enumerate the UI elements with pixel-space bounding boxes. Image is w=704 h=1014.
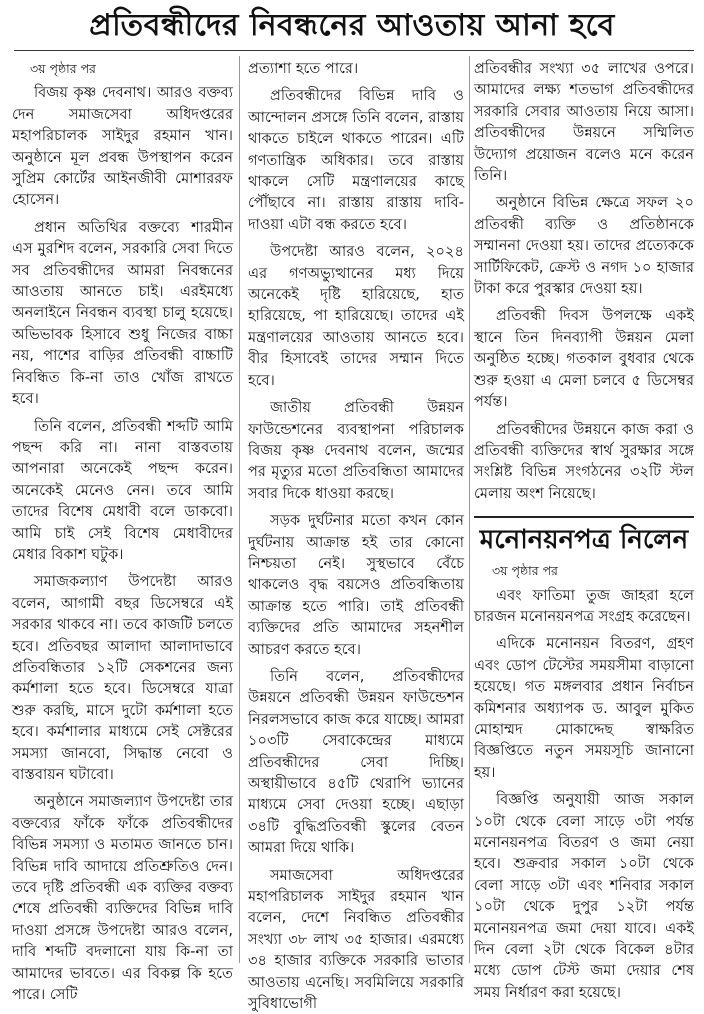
continuation-label: ৩য় পৃষ্ঠার পর (30, 61, 96, 76)
paragraph: এদিকে মনোনয়ন বিতরণ, গ্রহণ এবং ডোপ টেস্টের সময়সীমা বাড়ানো হয়েছে। গত মঙ্গলবার প্রধান নির্বাচন কমিশনার অধ্যাপক ড. আবুল মুকিত মোহাম্মদ মোকাদ্দেছ স্বাক্ষরিত বিজ্ঞপ্তিতে নতুন সময়সূচি জানানো হয়। (474, 635, 694, 781)
paragraph: বিজ্ঞপ্তি অনুযায়ী আজ সকাল ১০টা থেকে বেলা সাড়ে ৩টা পর্যন্ত মনোনয়নপত্র বিতরণ ও জমা নেয়া হবে। শুক্রবার সকাল ১০টা থেকে বেলা সাড়ে ৩টা এবং শনিবার সকাল ১০টা থেকে দুপুর ১২টা পর্যন্ত মনোনয়নপত্র জমা দেয়া যাবে। একই দিন বেলা ২টা থেকে বিকেল ৪টার মধ্যে ডোপ টেস্ট জমা দেয়ার শেষ সময় নির্ধারণ করা হয়েছে। (474, 791, 694, 1001)
paragraph: উপদেষ্টা আরও বলেন, ২০২৪ এর গণঅভ্যুত্থানের মধ্য দিয়ে অনেকেই দৃষ্টি হারিয়েছে, হাত হারিয়েছে, পা হারিয়েছে। তাদের এই মন্ত্রণালয়ের আওতায় আনতে হবে। বীর হিসাবেই তাদের সম্মান দিতে হবে। (248, 243, 464, 389)
paragraph: প্রতিবন্ধীদের বিভিন্ন দাবি ও আন্দোলন প্রসঙ্গে তিনি বলেন, রাস্তায় থাকতে চাইলে থাকতে পারেন। এটি গণতান্ত্রিক অধিকার। তবে রাস্তায় থাকলে সেটি মন্ত্রণালয়ের কাছে পৌঁছাবে না। রাস্তায় রাস্তায় দাবি-দাওয়া এটা বন্ধ করতে হবে। (248, 87, 464, 233)
article-column-3 (474, 58, 694, 1001)
paragraph: সমাজসেবা অধিদপ্তরের মহাপরিচালক সাইদুর রহমান খান বলেন, দেশে নিবন্ধিত প্রতিবন্ধীর সংখ্যা ৩৮ লাখ ৩৫ হাজার। এরমধ্যে ৩৪ হাজার ব্যক্তিকে সরকারি ভাতার আওতায় এনেছি। সবমিলিয়ে সরকারি সুবিধাভোগী (248, 866, 464, 1013)
headline-rule (14, 50, 694, 51)
column-divider (469, 56, 470, 963)
secondary-article (474, 516, 694, 1003)
paragraph: প্রতিবন্ধীর সংখ্যা ৩৫ লাখের ওপরে। আমাদের লক্ষ্য শতভাগ প্রতিবন্ধীদের সরকারি সেবার আওতায় নিয়ে আসা। প্রতিবন্ধীদের উন্নয়নে সম্মিলিত উদ্যোগ প্রয়োজন বলেও মনে করেন তিনি। (474, 60, 694, 185)
paragraph: তিনি বলেন, প্রতিবন্ধী শব্দটি আমি পছন্দ করি না। নানা বাস্তবতায় আপনারা অনেকেই পছন্দ করেন। অনেকেই মেনেও নেন। তবে আমি তাদের বিশেষ মেধাবী বলে ডাকবো। আমি চাই সেই বিশেষ মেধাবীদের মেধার বিকাশ ঘটুক। (12, 417, 233, 563)
headline: প্রতিবন্ধীদের নিবন্ধনের আওতায় আনা হবে (89, 8, 615, 43)
paragraph: সমাজকল্যাণ উপদেষ্টা আরও বলেন, আগামী বছর ডিসেম্বরে এই সরকার থাকবে না। তবে কাজটি চলতে হবে। প্রতিবছর আলাদা আলাদাভাবে প্রতিবন্ধিতার ১২টি সেকশনের জন্য কর্মশালা হতে হবে। ডিসেম্বরে যাত্রা শুরু করছি, মাসে দুটো কর্মশালা হতে হবে। কর্মশালার মাধ্যমে সেই সেক্টরের সমস্যা জানবো, সিদ্ধান্ত নেবো ও বাস্তবায়ন ঘটাবো। (12, 573, 233, 783)
paragraph: প্রতিবন্ধীদের উন্নয়নে কাজ করা ও প্রতিবন্ধী ব্যক্তিদের স্বার্থ সুরক্ষার সঙ্গে সংশ্লিষ্ট বিভিন্ন সংগঠনের ৩২টি স্টল মেলায় অংশ নিয়েছে। (474, 420, 694, 502)
continuation-label: ৩য় পৃষ্ঠার পর (492, 563, 558, 579)
paragraph: অনুষ্ঠানে বিভিন্ন ক্ষেত্রে সফল ২০ প্রতিবন্ধী ব্যক্তি ও প্রতিষ্ঠানকে সম্মাননা দেওয়া হয়। তাদের প্রত্যেককে সার্টিফিকেট, ক্রেস্ট ও নগদ ১০ হাজার টাকা করে পুরস্কার দেওয়া হয়। (474, 194, 694, 298)
secondary-headline: মনোনয়নপত্র নিলেন (479, 525, 689, 556)
column-divider (239, 56, 240, 963)
paragraph: জাতীয় প্রতিবন্ধী উন্নয়ন ফাউন্ডেশনের ব্যবস্থাপনা পরিচালক বিজয় কৃষ্ণ দেবনাথ বলেন, জন্মের পর মৃত্যুর মতো প্রতিবন্ধিতা আমাদের সবার দিকে ধাওয়া করছে। (248, 399, 464, 502)
paragraph: প্রধান অতিথির বক্তব্যে শারমীন এস মুরশিদ বলেন, সরকারি সেবা দিতে সব প্রতিবন্ধীদের আমরা নিবন্ধনের আওতায় আনতে চাই। এরইমধ্যে অনলাইনে নিবন্ধন ব্যবস্থা চালু হয়েছে। অভিভাবক হিসাবে শুধু নিজের বাচ্চা নয়, পাশের বাড়ির প্রতিবন্ধী বাচ্চাটি নিবন্ধিত কি-না তাও খোঁজ রাখতে হবে। (12, 218, 233, 408)
article-column-1 (12, 58, 233, 1004)
article-column-2 (248, 58, 464, 1013)
paragraph: প্রত্যাশা হতে পারে। (248, 60, 359, 77)
paragraph: সড়ক দুর্ঘটনার মতো কখন কোন দুর্ঘটনায় আক্রান্ত হই তার কোনো নিশ্চয়তা নেই। সুস্থভাবে বেঁচে থাকলেও বৃদ্ধ বয়সেও প্রতিবন্ধিতায় আক্রান্ত হতে পারি। তাই প্রতিবন্ধী ব্যক্তিদের প্রতি আমাদের সহনশীল আচরণ করতে হবে। (248, 512, 464, 658)
paragraph: প্রতিবন্ধী দিবস উপলক্ষে একই স্থানে তিন দিনব্যাপী উন্নয়ন মেলা অনুষ্ঠিত হচ্ছে। গতকাল বুধবার থেকে শুরু হওয়া এ মেলা চলবে ৫ ডিসেম্বর পর্যন্ত। (474, 307, 694, 411)
paragraph: এবং ফাতিমা তুজ জাহরা হলে চারজন মনোনয়নপত্র সংগ্রহ করেছেন। (474, 586, 694, 625)
paragraph: তিনি বলেন, প্রতিবন্ধীদের উন্নয়নে প্রতিবন্ধী উন্নয়ন ফাউন্ডেশন নিরলসভাবে কাজ করে যাচ্ছে। আমরা ১০৩টি সেবাকেন্দ্রের মাধ্যমে প্রতিবন্ধীদের সেবা দিচ্ছি। অস্থায়ীভাবে ৪৫টি থেরাপি ভ্যানের মাধ্যমে সেবা দেওয়া হচ্ছে। এছাড়া ৩৪টি বুদ্ধিপ্রতিবন্ধী স্কুলের বেতন আমরা দিয়ে থাকি। (248, 667, 464, 857)
paragraph: বিজয় কৃষ্ণ দেবনাথ। আরও বক্তব্য দেন সমাজসেবা অধিদপ্তরের মহাপরিচালক সাইদুর রহমান খান। অনুষ্ঠানে মূল প্রবন্ধ উপস্থাপন করেন সুপ্রিম কোর্টের আইনজীবী মোশাররফ হোসেন। (12, 84, 233, 209)
paragraph: অনুষ্ঠানে সমাজল্যাণ উপদেষ্টা তার বক্তব্যের ফাঁকে ফাঁকে প্রতিবন্ধীদের বিভিন্ন সমস্যা ও মতামত জানতে চান। বিভিন্ন দাবি আদায়ে প্রতিশ্রুতিও দেন। তবে দৃষ্টি প্রতিবন্ধী এক ব্যক্তির বক্তব্য শেষে প্রতিবন্ধী ব্যক্তিদের বিভিন্ন দাবি দাওয়া প্রসঙ্গে উপদেষ্টা আরও বলেন, দাবি শব্দটি বদলানো যায় কি-না তা আমাদের ভাবতে। এর বিকল্প কি হতে পারে। সেটি (12, 793, 233, 1004)
